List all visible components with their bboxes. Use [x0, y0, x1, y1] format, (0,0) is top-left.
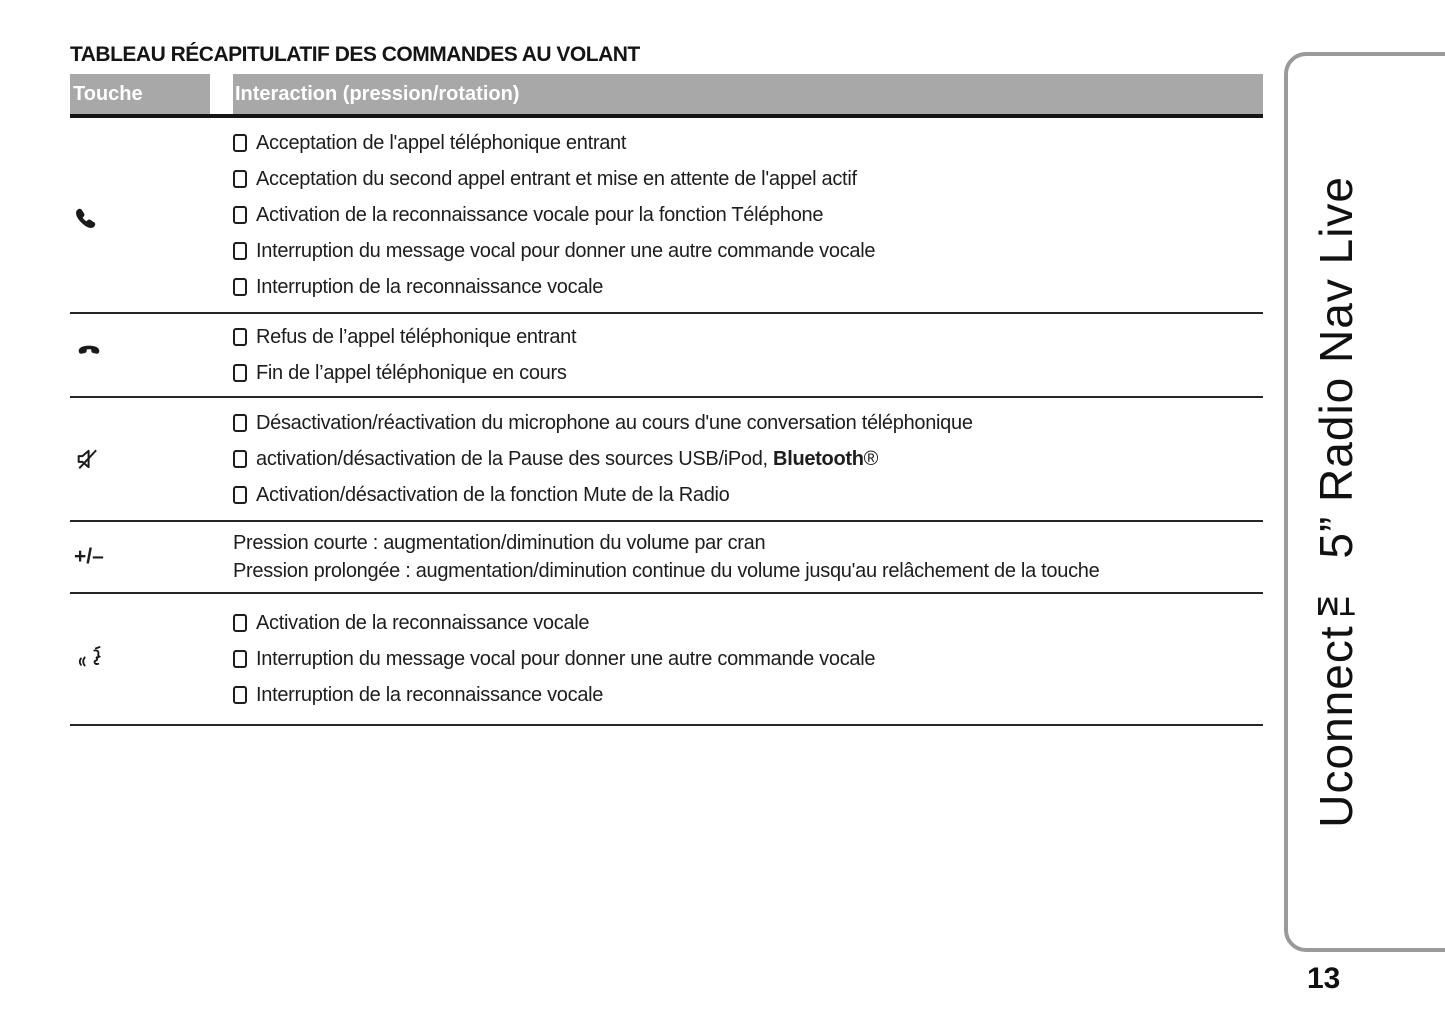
- touche-cell: [70, 118, 233, 312]
- interaction-cell: [233, 398, 1263, 520]
- square-bullet-icon: [233, 242, 247, 260]
- list-item: [233, 197, 1263, 233]
- item-text: Acceptation de l'appel téléphonique entrant: [256, 131, 627, 154]
- item-text: Désactivation/réactivation du microphone au cours d'une conversation téléphonique: [256, 411, 973, 434]
- chapter-tab-label-wrap: [1300, 52, 1372, 952]
- page-number: 13: [1307, 962, 1341, 995]
- item-text: Acceptation du second appel entrant et mise en attente de l'appel actif: [256, 167, 857, 190]
- item-text: Interruption de la reconnaissance vocale: [256, 275, 604, 298]
- column-header-interaction: Interaction (pression/rotation): [233, 74, 1263, 114]
- phone-hangup-icon: [74, 342, 104, 368]
- volume-buttons-label: +/–: [74, 545, 104, 568]
- list-item: [233, 677, 1263, 713]
- list-item: [233, 477, 1263, 513]
- list-item: [233, 605, 1263, 641]
- list-item: [233, 641, 1263, 677]
- touche-cell: [70, 314, 233, 396]
- chapter-vertical-label: Uconnect™ 5” Radio Nav Live: [1310, 176, 1362, 828]
- page-title: TABLEAU RÉCAPITULATIF DES COMMANDES AU VOLANT: [70, 43, 640, 66]
- table-row: [70, 118, 1263, 314]
- touche-cell: [70, 398, 233, 520]
- square-bullet-icon: [233, 486, 247, 504]
- item-text: Interruption du message vocal pour donner une autre commande vocale: [256, 647, 876, 670]
- item-text: Interruption du message vocal pour donner une autre commande vocale: [256, 239, 876, 262]
- list-item: [233, 233, 1263, 269]
- list-item: [233, 405, 1263, 441]
- touche-cell: [70, 522, 233, 592]
- column-header-touche: Touche: [70, 74, 210, 114]
- phone-answer-icon: [74, 200, 104, 230]
- square-bullet-icon: [233, 364, 247, 382]
- table-header-row: [70, 74, 1263, 118]
- square-bullet-icon: [233, 170, 247, 188]
- square-bullet-icon: [233, 614, 247, 632]
- mute-icon: [74, 445, 102, 473]
- item-text: Fin de l’appel téléphonique en cours: [256, 361, 567, 384]
- table-row: [70, 522, 1263, 594]
- voice-recognition-icon: [74, 643, 106, 675]
- table-row: [70, 594, 1263, 726]
- square-bullet-icon: [233, 134, 247, 152]
- square-bullet-icon: [233, 278, 247, 296]
- list-item: [233, 269, 1263, 305]
- text-line: Pression prolongée : augmentation/diminution continue du volume jusqu'au relâchement de la touche: [233, 560, 1100, 582]
- touche-cell: [70, 594, 233, 724]
- interaction-cell: [233, 594, 1263, 724]
- square-bullet-icon: [233, 328, 247, 346]
- interaction-cell: [233, 118, 1263, 312]
- item-text: activation/désactivation de la Pause des sources USB/iPod, Bluetooth®: [256, 447, 879, 470]
- square-bullet-icon: [233, 650, 247, 668]
- list-item: [233, 125, 1263, 161]
- interaction-cell: [233, 314, 1263, 396]
- steering-wheel-controls-table: [70, 74, 1263, 726]
- text-line: Pression courte : augmentation/diminution du volume par cran: [233, 532, 766, 554]
- item-text: Activation de la reconnaissance vocale pour la fonction Téléphone: [256, 203, 824, 226]
- square-bullet-icon: [233, 414, 247, 432]
- table-row: [70, 398, 1263, 522]
- table-row: [70, 314, 1263, 398]
- square-bullet-icon: [233, 686, 247, 704]
- square-bullet-icon: [233, 206, 247, 224]
- list-item: [233, 319, 1263, 355]
- item-text: Interruption de la reconnaissance vocale: [256, 683, 604, 706]
- list-item: [233, 161, 1263, 197]
- square-bullet-icon: [233, 450, 247, 468]
- item-text: Activation/désactivation de la fonction Mute de la Radio: [256, 483, 730, 506]
- item-text: Activation de la reconnaissance vocale: [256, 611, 590, 634]
- list-item: [233, 441, 1263, 477]
- list-item: [233, 355, 1263, 391]
- item-text: Refus de l’appel téléphonique entrant: [256, 325, 577, 348]
- interaction-cell: [233, 522, 1263, 592]
